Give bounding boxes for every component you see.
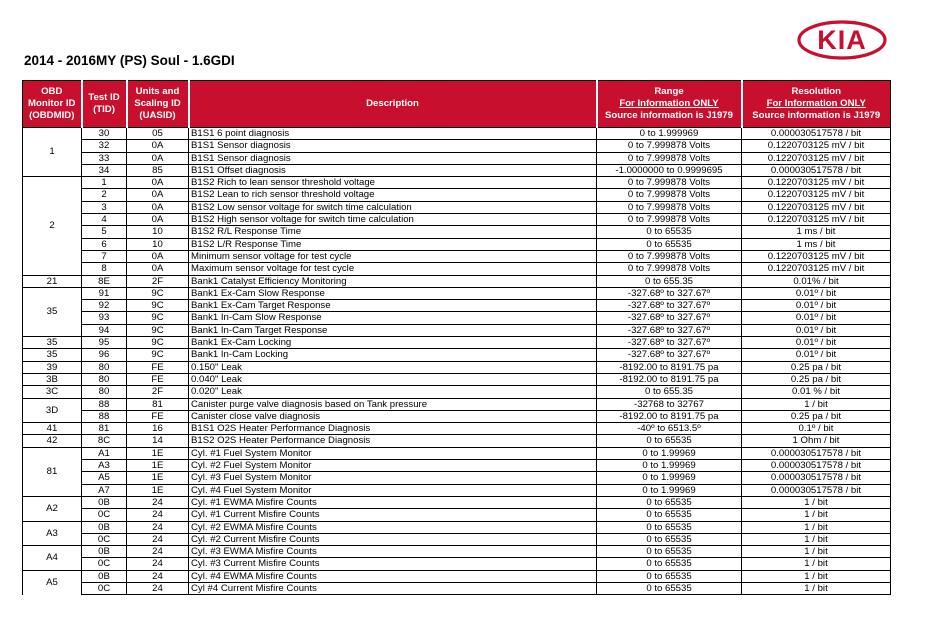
cell-uasid: 10 xyxy=(127,226,189,238)
cell-tid: 0B xyxy=(82,570,127,582)
cell-obdmid: 2 xyxy=(23,177,82,275)
table-row xyxy=(23,509,891,521)
cell-tid: 7 xyxy=(82,250,127,262)
cell-description: B1S2 High sensor voltage for switch time calculation xyxy=(189,214,597,226)
cell-range: -8192.00 to 8191.75 pa xyxy=(597,361,742,373)
cell-obdmid: 35 xyxy=(23,337,82,349)
cell-uasid: FE xyxy=(127,410,189,422)
cell-uasid: 24 xyxy=(127,558,189,570)
col-header-obdmid-line: (OBDMID) xyxy=(29,110,75,121)
cell-tid: 96 xyxy=(82,349,127,361)
cell-uasid: 9C xyxy=(127,287,189,299)
cell-description: B1S1 Sensor diagnosis xyxy=(189,152,597,164)
table-row xyxy=(23,570,891,582)
cell-uasid: 24 xyxy=(127,582,189,594)
cell-description: Cyl. #2 EWMA Misfire Counts xyxy=(189,521,597,533)
cell-tid: 95 xyxy=(82,337,127,349)
cell-uasid: 1E xyxy=(127,472,189,484)
cell-resolution: 0.01% / bit xyxy=(742,275,891,287)
col-header-uasid-line: Units and xyxy=(135,86,180,97)
cell-uasid: 0A xyxy=(127,177,189,189)
cell-range: -1.0000000 to 0.9999695 xyxy=(597,164,742,176)
cell-obdmid: 3C xyxy=(23,386,82,398)
cell-range: 0 to 655.35 xyxy=(597,275,742,287)
cell-description: Maximum sensor voltage for test cycle xyxy=(189,263,597,275)
cell-description: Canister purge valve diagnosis based on Tank pressure xyxy=(189,398,597,410)
cell-uasid: 0A xyxy=(127,201,189,213)
cell-tid: 81 xyxy=(82,423,127,435)
cell-range: 0 to 655.35 xyxy=(597,386,742,398)
cell-tid: 1 xyxy=(82,177,127,189)
table-row xyxy=(23,214,891,226)
cell-uasid: 24 xyxy=(127,509,189,521)
table-row xyxy=(23,189,891,201)
cell-uasid: 24 xyxy=(127,570,189,582)
cell-range: 0 to 65535 xyxy=(597,521,742,533)
cell-description: Cyl. #1 EWMA Misfire Counts xyxy=(189,496,597,508)
cell-description: Cyl. #1 Current Misfire Counts xyxy=(189,509,597,521)
cell-tid: 80 xyxy=(82,373,127,385)
cell-tid: 0C xyxy=(82,533,127,545)
col-header-range-note: For Information ONLY xyxy=(619,98,719,109)
table-row xyxy=(23,521,891,533)
cell-resolution: 0.01º / bit xyxy=(742,324,891,336)
table-row xyxy=(23,275,891,287)
col-header-obdmid xyxy=(23,81,82,128)
cell-uasid: 81 xyxy=(127,398,189,410)
cell-tid: 80 xyxy=(82,386,127,398)
cell-resolution: 0.000030517578 / bit xyxy=(742,472,891,484)
cell-resolution: 0.25 pa / bit xyxy=(742,361,891,373)
cell-tid: 0B xyxy=(82,521,127,533)
table-row xyxy=(23,177,891,189)
cell-tid: 6 xyxy=(82,238,127,250)
cell-description: Bank1 Ex-Cam Locking xyxy=(189,337,597,349)
cell-tid: 0C xyxy=(82,582,127,594)
cell-range: 0 to 65535 xyxy=(597,558,742,570)
page-title: 2014 - 2016MY (PS) Soul - 1.6GDI xyxy=(24,53,235,68)
table-row xyxy=(23,201,891,213)
cell-uasid: 0A xyxy=(127,140,189,152)
cell-uasid: 0A xyxy=(127,214,189,226)
cell-range: -8192.00 to 8191.75 pa xyxy=(597,410,742,422)
cell-range: 0 to 65535 xyxy=(597,226,742,238)
cell-resolution: 0.000030517578 / bit xyxy=(742,164,891,176)
cell-resolution: 0.25 pa / bit xyxy=(742,410,891,422)
cell-resolution: 1 / bit xyxy=(742,398,891,410)
cell-range: 0 to 65535 xyxy=(597,570,742,582)
cell-resolution: 0.1220703125 mV / bit xyxy=(742,177,891,189)
table-row xyxy=(23,312,891,324)
cell-obdmid: 81 xyxy=(23,447,82,496)
table-row xyxy=(23,447,891,459)
table-row xyxy=(23,152,891,164)
cell-uasid: 2F xyxy=(127,275,189,287)
table-row xyxy=(23,349,891,361)
table-row xyxy=(23,398,891,410)
cell-description: Minimum sensor voltage for test cycle xyxy=(189,250,597,262)
cell-tid: 8 xyxy=(82,263,127,275)
table-row xyxy=(23,337,891,349)
cell-resolution: 0.1220703125 mV / bit xyxy=(742,152,891,164)
cell-description: B1S2 Low sensor voltage for switch time calculation xyxy=(189,201,597,213)
cell-uasid: 1E xyxy=(127,484,189,496)
cell-range: 0 to 1.99969 xyxy=(597,447,742,459)
cell-tid: 2 xyxy=(82,189,127,201)
table-row xyxy=(23,558,891,570)
cell-description: 0.020" Leak xyxy=(189,386,597,398)
cell-range: 0 to 1.99969 xyxy=(597,460,742,472)
cell-range: -8192.00 to 8191.75 pa xyxy=(597,373,742,385)
cell-range: 0 to 65535 xyxy=(597,533,742,545)
cell-resolution: 0.01º / bit xyxy=(742,349,891,361)
cell-tid: 88 xyxy=(82,398,127,410)
cell-description: Bank1 In-Cam Locking xyxy=(189,349,597,361)
table-body xyxy=(23,128,891,595)
cell-uasid: 1E xyxy=(127,447,189,459)
cell-tid: 0B xyxy=(82,546,127,558)
cell-resolution: 1 / bit xyxy=(742,570,891,582)
col-header-uasid-line: Scaling ID xyxy=(134,98,181,109)
col-header-uasid-line: (UASID) xyxy=(139,110,176,121)
cell-resolution: 0.1220703125 mV / bit xyxy=(742,214,891,226)
cell-resolution: 0.01 % / bit xyxy=(742,386,891,398)
cell-tid: 88 xyxy=(82,410,127,422)
col-header-resolution-note: For Information ONLY xyxy=(766,98,866,109)
cell-resolution: 0.1220703125 mV / bit xyxy=(742,140,891,152)
cell-description: 0.040" Leak xyxy=(189,373,597,385)
cell-description: B1S2 R/L Response Time xyxy=(189,226,597,238)
cell-range: 0 to 7.999878 Volts xyxy=(597,214,742,226)
cell-description: Cyl. #3 EWMA Misfire Counts xyxy=(189,546,597,558)
cell-description: B1S1 Offset diagnosis xyxy=(189,164,597,176)
cell-resolution: 1 ms / bit xyxy=(742,238,891,250)
cell-description: Cyl. #3 Fuel System Monitor xyxy=(189,472,597,484)
kia-logo-icon xyxy=(797,20,887,60)
cell-description: Bank1 Ex-Cam Slow Response xyxy=(189,287,597,299)
col-header-tid-line: (TID) xyxy=(93,104,115,115)
col-header-range xyxy=(597,81,742,128)
cell-uasid: 16 xyxy=(127,423,189,435)
cell-range: -327.68º to 327.67º xyxy=(597,312,742,324)
cell-description: Bank1 In-Cam Slow Response xyxy=(189,312,597,324)
cell-description: 0.150" Leak xyxy=(189,361,597,373)
col-header-resolution-source: Source information is J1979 xyxy=(752,110,881,121)
table-row xyxy=(23,287,891,299)
cell-tid: 3 xyxy=(82,201,127,213)
obd-monitor-table xyxy=(22,80,891,595)
cell-tid: 4 xyxy=(82,214,127,226)
cell-description: Cyl. #4 EWMA Misfire Counts xyxy=(189,570,597,582)
cell-obdmid: A5 xyxy=(23,570,82,595)
cell-description: B1S2 Rich to lean sensor threshold voltage xyxy=(189,177,597,189)
cell-tid: 93 xyxy=(82,312,127,324)
col-header-uasid xyxy=(127,81,189,128)
cell-obdmid: A3 xyxy=(23,521,82,546)
cell-uasid: 24 xyxy=(127,521,189,533)
table-row xyxy=(23,238,891,250)
cell-range: -327.68º to 327.67º xyxy=(597,349,742,361)
table-row xyxy=(23,164,891,176)
cell-range: 0 to 65535 xyxy=(597,496,742,508)
table-row xyxy=(23,496,891,508)
cell-range: 0 to 7.999878 Volts xyxy=(597,189,742,201)
cell-uasid: 24 xyxy=(127,496,189,508)
cell-tid: 30 xyxy=(82,128,127,140)
cell-range: -327.68º to 327.67º xyxy=(597,287,742,299)
cell-description: Cyl. #3 Current Misfire Counts xyxy=(189,558,597,570)
col-header-description-line: Description xyxy=(366,98,419,109)
col-header-obdmid-line: OBD xyxy=(41,86,63,97)
cell-description: B1S2 Lean to rich sensor threshold voltage xyxy=(189,189,597,201)
cell-range: 0 to 7.999878 Volts xyxy=(597,250,742,262)
cell-description: B1S1 Sensor diagnosis xyxy=(189,140,597,152)
cell-description: Bank1 Catalyst Efficiency Monitoring xyxy=(189,275,597,287)
table-row xyxy=(23,423,891,435)
cell-uasid: 9C xyxy=(127,337,189,349)
cell-range: 0 to 65535 xyxy=(597,546,742,558)
cell-tid: A7 xyxy=(82,484,127,496)
cell-uasid: FE xyxy=(127,373,189,385)
cell-description: Cyl. #2 Current Misfire Counts xyxy=(189,533,597,545)
cell-resolution: 0.1220703125 mV / bit xyxy=(742,263,891,275)
cell-resolution: 1 / bit xyxy=(742,533,891,545)
cell-tid: A5 xyxy=(82,472,127,484)
cell-range: 0 to 65535 xyxy=(597,238,742,250)
cell-resolution: 1 / bit xyxy=(742,496,891,508)
cell-obdmid: A4 xyxy=(23,546,82,571)
cell-resolution: 1 ms / bit xyxy=(742,226,891,238)
cell-tid: 32 xyxy=(82,140,127,152)
table-row xyxy=(23,226,891,238)
col-header-tid-line: Test ID xyxy=(88,92,120,103)
cell-uasid: 0A xyxy=(127,189,189,201)
table-row xyxy=(23,300,891,312)
cell-obdmid: 21 xyxy=(23,275,82,287)
cell-resolution: 0.25 pa / bit xyxy=(742,373,891,385)
col-header-description xyxy=(189,81,597,128)
cell-description: B1S2 O2S Heater Performance Diagnosis xyxy=(189,435,597,447)
cell-obdmid: 35 xyxy=(23,287,82,336)
cell-obdmid: 3D xyxy=(23,398,82,423)
table-row xyxy=(23,140,891,152)
cell-resolution: 1 Ohm / bit xyxy=(742,435,891,447)
cell-tid: 0C xyxy=(82,558,127,570)
cell-resolution: 0.1220703125 mV / bit xyxy=(742,201,891,213)
cell-description: Cyl. #1 Fuel System Monitor xyxy=(189,447,597,459)
cell-uasid: 85 xyxy=(127,164,189,176)
cell-range: 0 to 1.99969 xyxy=(597,472,742,484)
col-header-range-source: Source information is J1979 xyxy=(605,110,733,121)
cell-resolution: 0.1º / bit xyxy=(742,423,891,435)
cell-uasid: 1E xyxy=(127,460,189,472)
cell-uasid: 10 xyxy=(127,238,189,250)
cell-uasid: 24 xyxy=(127,546,189,558)
cell-range: -327.68º to 327.67º xyxy=(597,324,742,336)
cell-obdmid: 42 xyxy=(23,435,82,447)
cell-resolution: 1 / bit xyxy=(742,582,891,594)
header-row xyxy=(23,81,891,128)
table-row xyxy=(23,324,891,336)
cell-obdmid: 1 xyxy=(23,128,82,177)
cell-description: Cyl. #4 Fuel System Monitor xyxy=(189,484,597,496)
cell-uasid: 9C xyxy=(127,349,189,361)
col-header-range-line: Range xyxy=(654,86,684,97)
cell-tid: 94 xyxy=(82,324,127,336)
table-row xyxy=(23,410,891,422)
table-row xyxy=(23,361,891,373)
table-row xyxy=(23,128,891,140)
col-header-obdmid-line: Monitor ID xyxy=(28,98,76,109)
cell-resolution: 0.000030517578 / bit xyxy=(742,447,891,459)
cell-range: 0 to 7.999878 Volts xyxy=(597,177,742,189)
cell-resolution: 0.01º / bit xyxy=(742,300,891,312)
cell-uasid: 9C xyxy=(127,324,189,336)
cell-resolution: 0.01º / bit xyxy=(742,287,891,299)
cell-resolution: 0.1220703125 mV / bit xyxy=(742,250,891,262)
cell-range: -327.68º to 327.67º xyxy=(597,337,742,349)
cell-tid: 34 xyxy=(82,164,127,176)
kia-logo-text: KIA xyxy=(817,25,867,55)
cell-uasid: 0A xyxy=(127,250,189,262)
table-row xyxy=(23,460,891,472)
cell-range: 0 to 7.999878 Volts xyxy=(597,152,742,164)
cell-resolution: 0.01º / bit xyxy=(742,337,891,349)
table-row xyxy=(23,435,891,447)
table-row xyxy=(23,484,891,496)
cell-range: 0 to 7.999878 Volts xyxy=(597,140,742,152)
cell-resolution: 1 / bit xyxy=(742,509,891,521)
table-row xyxy=(23,373,891,385)
cell-range: -32768 to 32767 xyxy=(597,398,742,410)
cell-description: B1S2 L/R Response Time xyxy=(189,238,597,250)
cell-tid: 0C xyxy=(82,509,127,521)
table-row xyxy=(23,386,891,398)
cell-resolution: 0.000030517578 / bit xyxy=(742,484,891,496)
cell-resolution: 0.000030517578 / bit xyxy=(742,128,891,140)
cell-range: 0 to 7.999878 Volts xyxy=(597,263,742,275)
cell-tid: 8E xyxy=(82,275,127,287)
cell-description: B1S1 6 point diagnosis xyxy=(189,128,597,140)
cell-range: -327.68º to 327.67º xyxy=(597,300,742,312)
cell-obdmid: 35 xyxy=(23,349,82,361)
cell-range: -40º to 6513.5º xyxy=(597,423,742,435)
cell-obdmid: A2 xyxy=(23,496,82,521)
table-row xyxy=(23,546,891,558)
cell-resolution: 1 / bit xyxy=(742,558,891,570)
kia-logo xyxy=(797,20,887,60)
cell-resolution: 1 / bit xyxy=(742,546,891,558)
cell-uasid: 24 xyxy=(127,533,189,545)
cell-tid: 92 xyxy=(82,300,127,312)
cell-resolution: 1 / bit xyxy=(742,521,891,533)
table-row xyxy=(23,533,891,545)
cell-description: Bank1 In-Cam Target Response xyxy=(189,324,597,336)
cell-range: 0 to 65535 xyxy=(597,582,742,594)
cell-tid: 80 xyxy=(82,361,127,373)
col-header-tid xyxy=(82,81,127,128)
table-row xyxy=(23,263,891,275)
cell-range: 0 to 1.99969 xyxy=(597,484,742,496)
cell-description: Cyl. #2 Fuel System Monitor xyxy=(189,460,597,472)
cell-description: B1S1 O2S Heater Performance Diagnosis xyxy=(189,423,597,435)
col-header-resolution xyxy=(742,81,891,128)
table-row xyxy=(23,250,891,262)
cell-description: Cyl #4 Current Misfire Counts xyxy=(189,582,597,594)
cell-resolution: 0.000030517578 / bit xyxy=(742,460,891,472)
cell-tid: 5 xyxy=(82,226,127,238)
table-row xyxy=(23,472,891,484)
cell-tid: A3 xyxy=(82,460,127,472)
cell-uasid: 0A xyxy=(127,263,189,275)
cell-range: 0 to 7.999878 Volts xyxy=(597,201,742,213)
cell-range: 0 to 1.999969 xyxy=(597,128,742,140)
cell-range: 0 to 65535 xyxy=(597,509,742,521)
cell-obdmid: 3B xyxy=(23,373,82,385)
cell-uasid: 9C xyxy=(127,312,189,324)
cell-uasid: 2F xyxy=(127,386,189,398)
cell-tid: 91 xyxy=(82,287,127,299)
cell-tid: 33 xyxy=(82,152,127,164)
cell-uasid: 0A xyxy=(127,152,189,164)
table-row xyxy=(23,582,891,594)
cell-description: Bank1 Ex-Cam Target Response xyxy=(189,300,597,312)
cell-uasid: 9C xyxy=(127,300,189,312)
cell-tid: A1 xyxy=(82,447,127,459)
cell-obdmid: 39 xyxy=(23,361,82,373)
cell-uasid: 05 xyxy=(127,128,189,140)
cell-obdmid: 41 xyxy=(23,423,82,435)
col-header-resolution-line: Resolution xyxy=(791,86,842,97)
cell-tid: 8C xyxy=(82,435,127,447)
cell-uasid: FE xyxy=(127,361,189,373)
cell-range: 0 to 65535 xyxy=(597,435,742,447)
cell-resolution: 0.1220703125 mV / bit xyxy=(742,189,891,201)
cell-resolution: 0.01º / bit xyxy=(742,312,891,324)
cell-tid: 0B xyxy=(82,496,127,508)
cell-uasid: 14 xyxy=(127,435,189,447)
cell-description: Canister close valve diagnosis xyxy=(189,410,597,422)
